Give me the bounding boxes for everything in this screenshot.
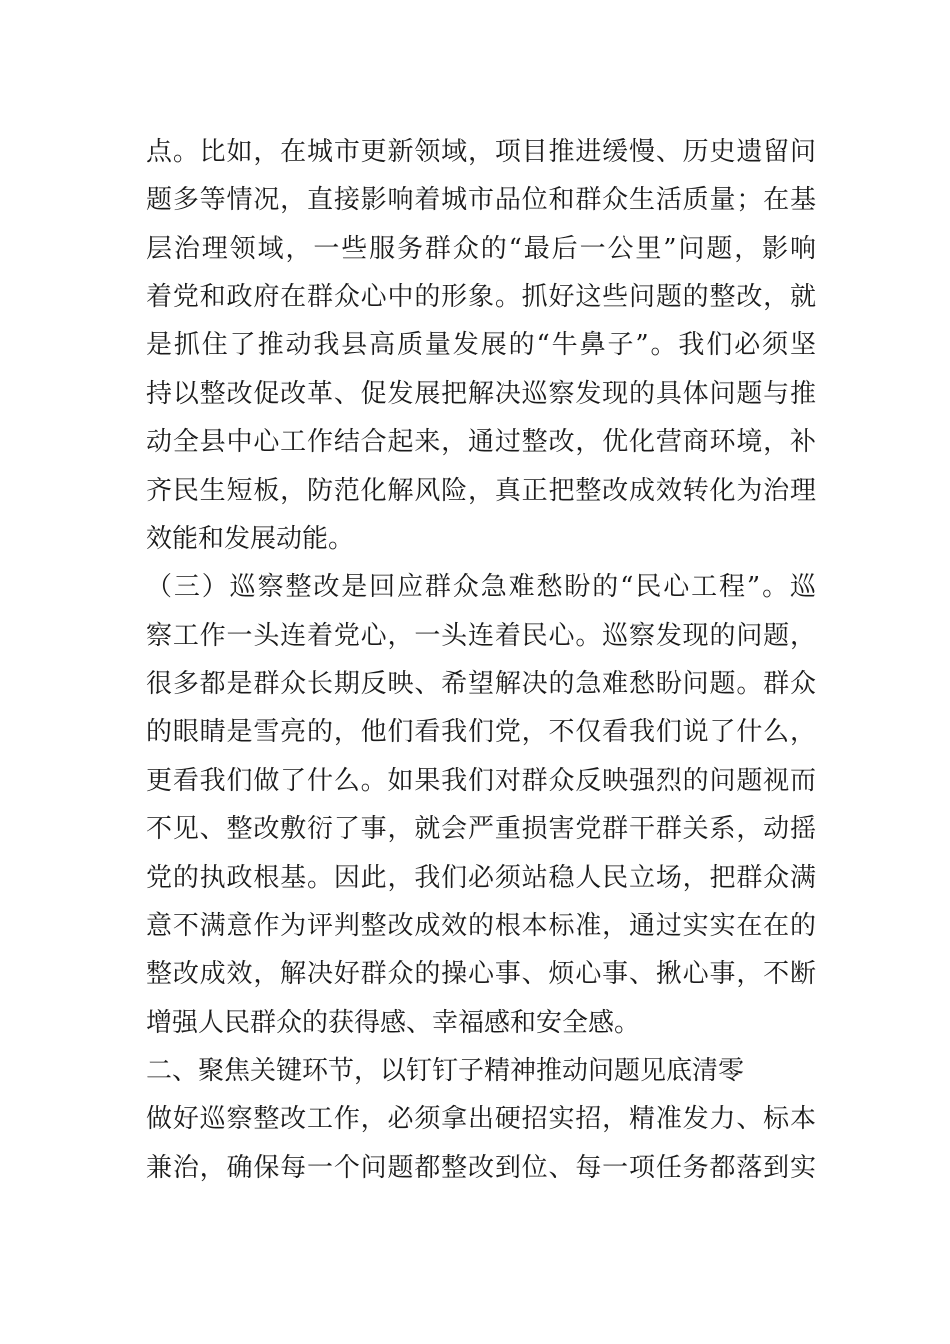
text-line: 点。比如，在城市更新领域，项目推进缓慢、历史遗留问 <box>146 137 816 167</box>
text-line: 是抓住了推动我县高质量发展的“牛鼻子”。我们必须坚 <box>146 330 816 360</box>
chapter-heading: 二、聚焦关键环节，以钉钉子精神推动问题见底清零 <box>146 1056 745 1086</box>
paragraph-end-line: 效能和发展动能。 <box>146 524 355 554</box>
text-line: 更看我们做了什么。如果我们对群众反映强烈的问题视而 <box>146 766 816 796</box>
text-line: 持以整改促改革、促发展把解决巡察发现的具体问题与推 <box>146 379 816 409</box>
text-line: 整改成效，解决好群众的操心事、烦心事、揪心事，不断 <box>146 959 816 989</box>
text-line: 层治理领域，一些服务群众的“最后一公里”问题，影响 <box>146 234 816 264</box>
text-line: 察工作一头连着党心，一头连着民心。巡察发现的问题， <box>146 621 816 651</box>
text-line: 党的执政根基。因此，我们必须站稳人民立场，把群众满 <box>146 863 816 893</box>
text-line: 兼治，确保每一个问题都整改到位、每一项任务都落到实 <box>146 1153 816 1183</box>
text-line: 很多都是群众长期反映、希望解决的急难愁盼问题。群众 <box>146 669 816 699</box>
text-line: 做好巡察整改工作，必须拿出硬招实招，精准发力、标本 <box>146 1104 816 1134</box>
text-line: 不见、整改敷衍了事，就会严重损害党群干群关系，动摇 <box>146 814 816 844</box>
text-line: 齐民生短板，防范化解风险，真正把整改成效转化为治理 <box>146 476 816 506</box>
text-line: 意不满意作为评判整改成效的根本标准，通过实实在在的 <box>146 911 816 941</box>
text-line: 题多等情况，直接影响着城市品位和群众生活质量；在基 <box>146 185 816 215</box>
section-heading-line: （三）巡察整改是回应群众急难愁盼的“民心工程”。巡 <box>146 572 816 602</box>
text-line: 着党和政府在群众心中的形象。抓好这些问题的整改，就 <box>146 282 816 312</box>
text-line: 的眼睛是雪亮的，他们看我们党，不仅看我们说了什么， <box>146 717 816 747</box>
text-line: 动全县中心工作结合起来，通过整改，优化营商环境，补 <box>146 427 816 457</box>
paragraph-end-line: 增强人民群众的获得感、幸福感和安全感。 <box>146 1008 641 1038</box>
